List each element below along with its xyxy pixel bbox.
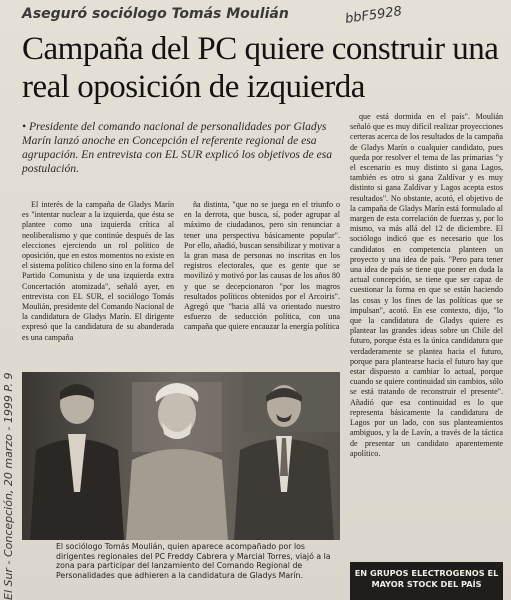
handwritten-margin-note: El Sur - Concepción, 20 marzo - 1999 P. 9 bbox=[2, 372, 15, 600]
column-3-text: que está dormida en el país". Moulián señaló que es muy difícil realizar proyecciones certeras acerca de los resultados de la campaña de Gladys Marín o cualquier candidato, pues queda por resolver el tema de las primarias "y el escenario es muy distinto si gana Lagos, también es otro si gana Zaldívar y es muy distinto si gana Zaldívar y Lagos acepta estos resultados". No obstante, acotó, el objetivo de la campaña de Gladys Marín está formulado al margen de esta correlación de fuerzas y, por lo mismo, va más allá del 12 de diciembre. El sociólogo indicó que es necesario que los candidatos en competencia planteen un proyecto y una idea de país. "Pero para tener una idea de país se tiene que poner en duda la actual concepción, se tiene que ser capaz de cuestionar la forma en que se están haciendo las cosas y los fines de las políticas que se impulsan", acotó. En ese contexto, dijo, "lo que la candidatura de Gladys quiere es plantear las grandes ideas sobre un Chile del futuro, porque ésta es la única candidatura que verdaderamente se plantea hacia el futuro, porque para plantearse hacia el futuro hay que estar dispuesto a cambiar lo actual, porque cuando se quiere continuidad sin cambios, sólo se está tratando de reconstruir el presente". Añadió que esa continuidad es lo que representa básicamente la candidatura de Lagos por un lado, con sus planteamientos ambiguos, y la de Lavín, a través de la táctica de presentar un candidato aparentemente apolítico. bbox=[350, 112, 503, 458]
article-column-2 bbox=[184, 200, 340, 370]
photo-caption: El sociólogo Tomás Moulián, quien aparece acompañado por los dirigentes regionales del PC Freddy Cabrera y Marcial Torres, viajó a la zona para participar del lanzamiento del Comando Regional de Personalidades que adhieren a la candidatura de Gladys Marín. bbox=[56, 542, 331, 580]
headline: Campaña del PC quiere construir una real oposición de izquierda bbox=[22, 31, 499, 105]
news-photo bbox=[22, 372, 340, 540]
photo-three-men bbox=[22, 372, 340, 540]
lede: • Presidente del comando nacional de personalidades por Gladys Marín lanzó anoche en Concepción el referente regional de esa agrupación. En entrevista con EL SUR explicó los objetivos de esa postulación. bbox=[22, 120, 333, 175]
ad-banner: EN GRUPOS ELECTROGENOS EL MAYOR STOCK DEL PAÍS bbox=[350, 562, 503, 600]
column-2-text: ña distinta, "que no se juega en el triunfo o en la derrota, que busca, sí, poder agrupar al máximo de ciudadanos, pero sin renunciar a tener una perspectiva básicamente popular". Por ello, añadió, buscan sensibilizar y motivar a la gran masa de personas no inscritas en los registros electorales, que es gente que se movilizó y motivó por las causas de los años 80 y que se decepcionaron "por los magros resultados políticos obtenidos por el Arcoiris". Agregó que "hacia allá va orientado nuestro esfuerzo de seducción política, con una campaña que quiere encauzar la energía política bbox=[184, 200, 340, 332]
column-1-text: El interés de la campaña de Gladys Marín es "intentar nuclear a la izquierda, que ésta se plantee como una izquierda crítica al neoliberalismo y que continúe después de las elecciones ejerciendo un rol político de oposición, que en estos momentos no existe en el sistema político chileno sino en la forma del Partido Comunista y de una izquierda extra Concertación atomizada", señaló ayer, en entrevista con EL SUR, el sociólogo Tomás Moulián, presidente del Comando Nacional de la candidatura de Gladys Marín. El dirigente expresó que la candidatura de su abanderada es una campaña bbox=[22, 200, 174, 342]
kicker: Aseguró sociólogo Tomás Moulián bbox=[22, 6, 289, 22]
handwritten-reference: bbF5928 bbox=[344, 4, 403, 27]
article-column-1 bbox=[22, 200, 174, 370]
article-column-3 bbox=[350, 112, 503, 552]
